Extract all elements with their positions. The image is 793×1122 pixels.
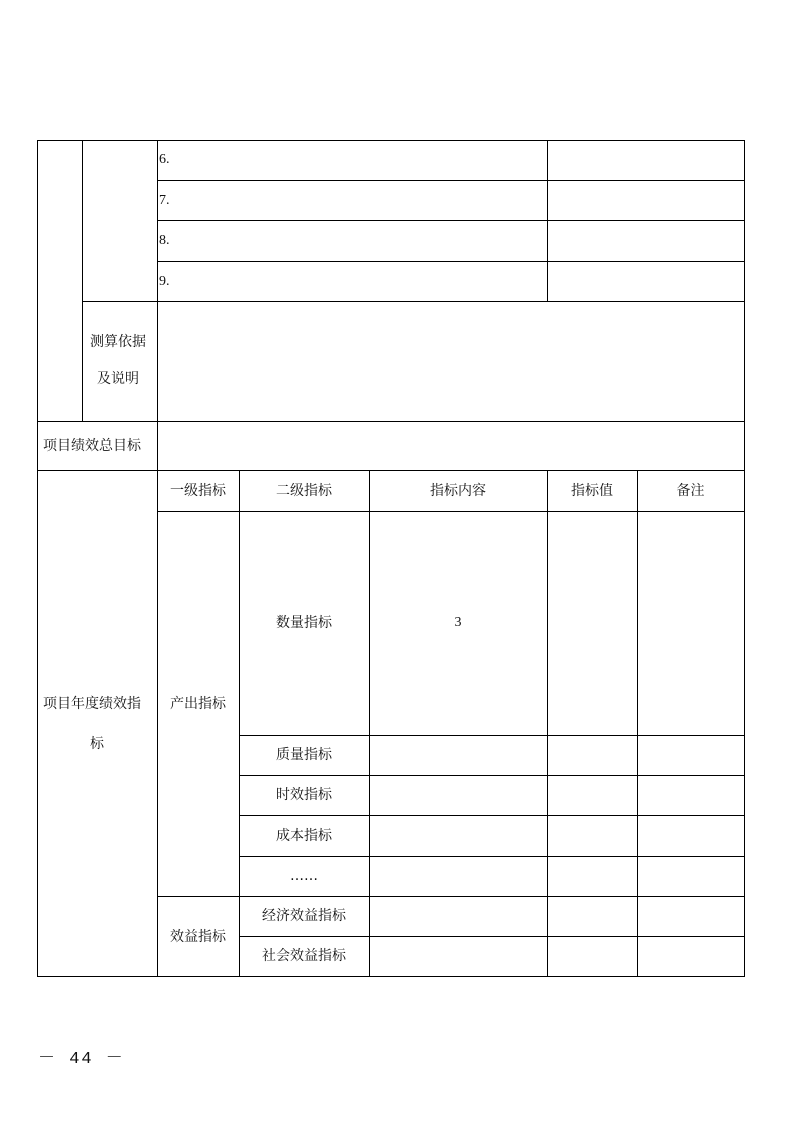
total-goal-label: 项目绩效总目标: [43, 438, 141, 454]
economic-benefit-indicator: 经济效益指标: [262, 908, 346, 924]
social-benefit-indicator: 社会效益指标: [262, 948, 346, 964]
header-level1: 一级指标: [170, 483, 226, 499]
page-number: － 44 －: [38, 1050, 125, 1069]
ellipsis-indicator: ……: [290, 868, 318, 884]
timeliness-indicator: 时效指标: [276, 787, 332, 803]
annual-indicator-label-line1: 项目年度绩效指: [43, 696, 141, 712]
benefit-indicator-label: 效益指标: [170, 929, 226, 945]
header-value: 指标值: [571, 483, 613, 499]
header-content: 指标内容: [430, 483, 486, 499]
sub-row-7-label: 7.: [159, 193, 170, 208]
quality-indicator: 质量指标: [276, 747, 332, 763]
quantity-indicator: 数量指标: [276, 615, 332, 631]
calc-basis-label-line2: 及说明: [97, 371, 139, 387]
cost-indicator: 成本指标: [276, 828, 332, 844]
sub-row-9-label: 9.: [159, 274, 170, 289]
quantity-content-value: 3: [454, 615, 462, 630]
header-remarks: 备注: [676, 483, 705, 499]
output-indicator-label: 产出指标: [170, 696, 226, 712]
sub-row-8-label: 8.: [159, 233, 170, 248]
calc-basis-label-line1: 测算依据: [90, 334, 146, 350]
annual-indicator-label-line2: 标: [90, 736, 104, 752]
header-level2: 二级指标: [276, 483, 332, 499]
sub-row-6-label: 6.: [159, 152, 170, 167]
